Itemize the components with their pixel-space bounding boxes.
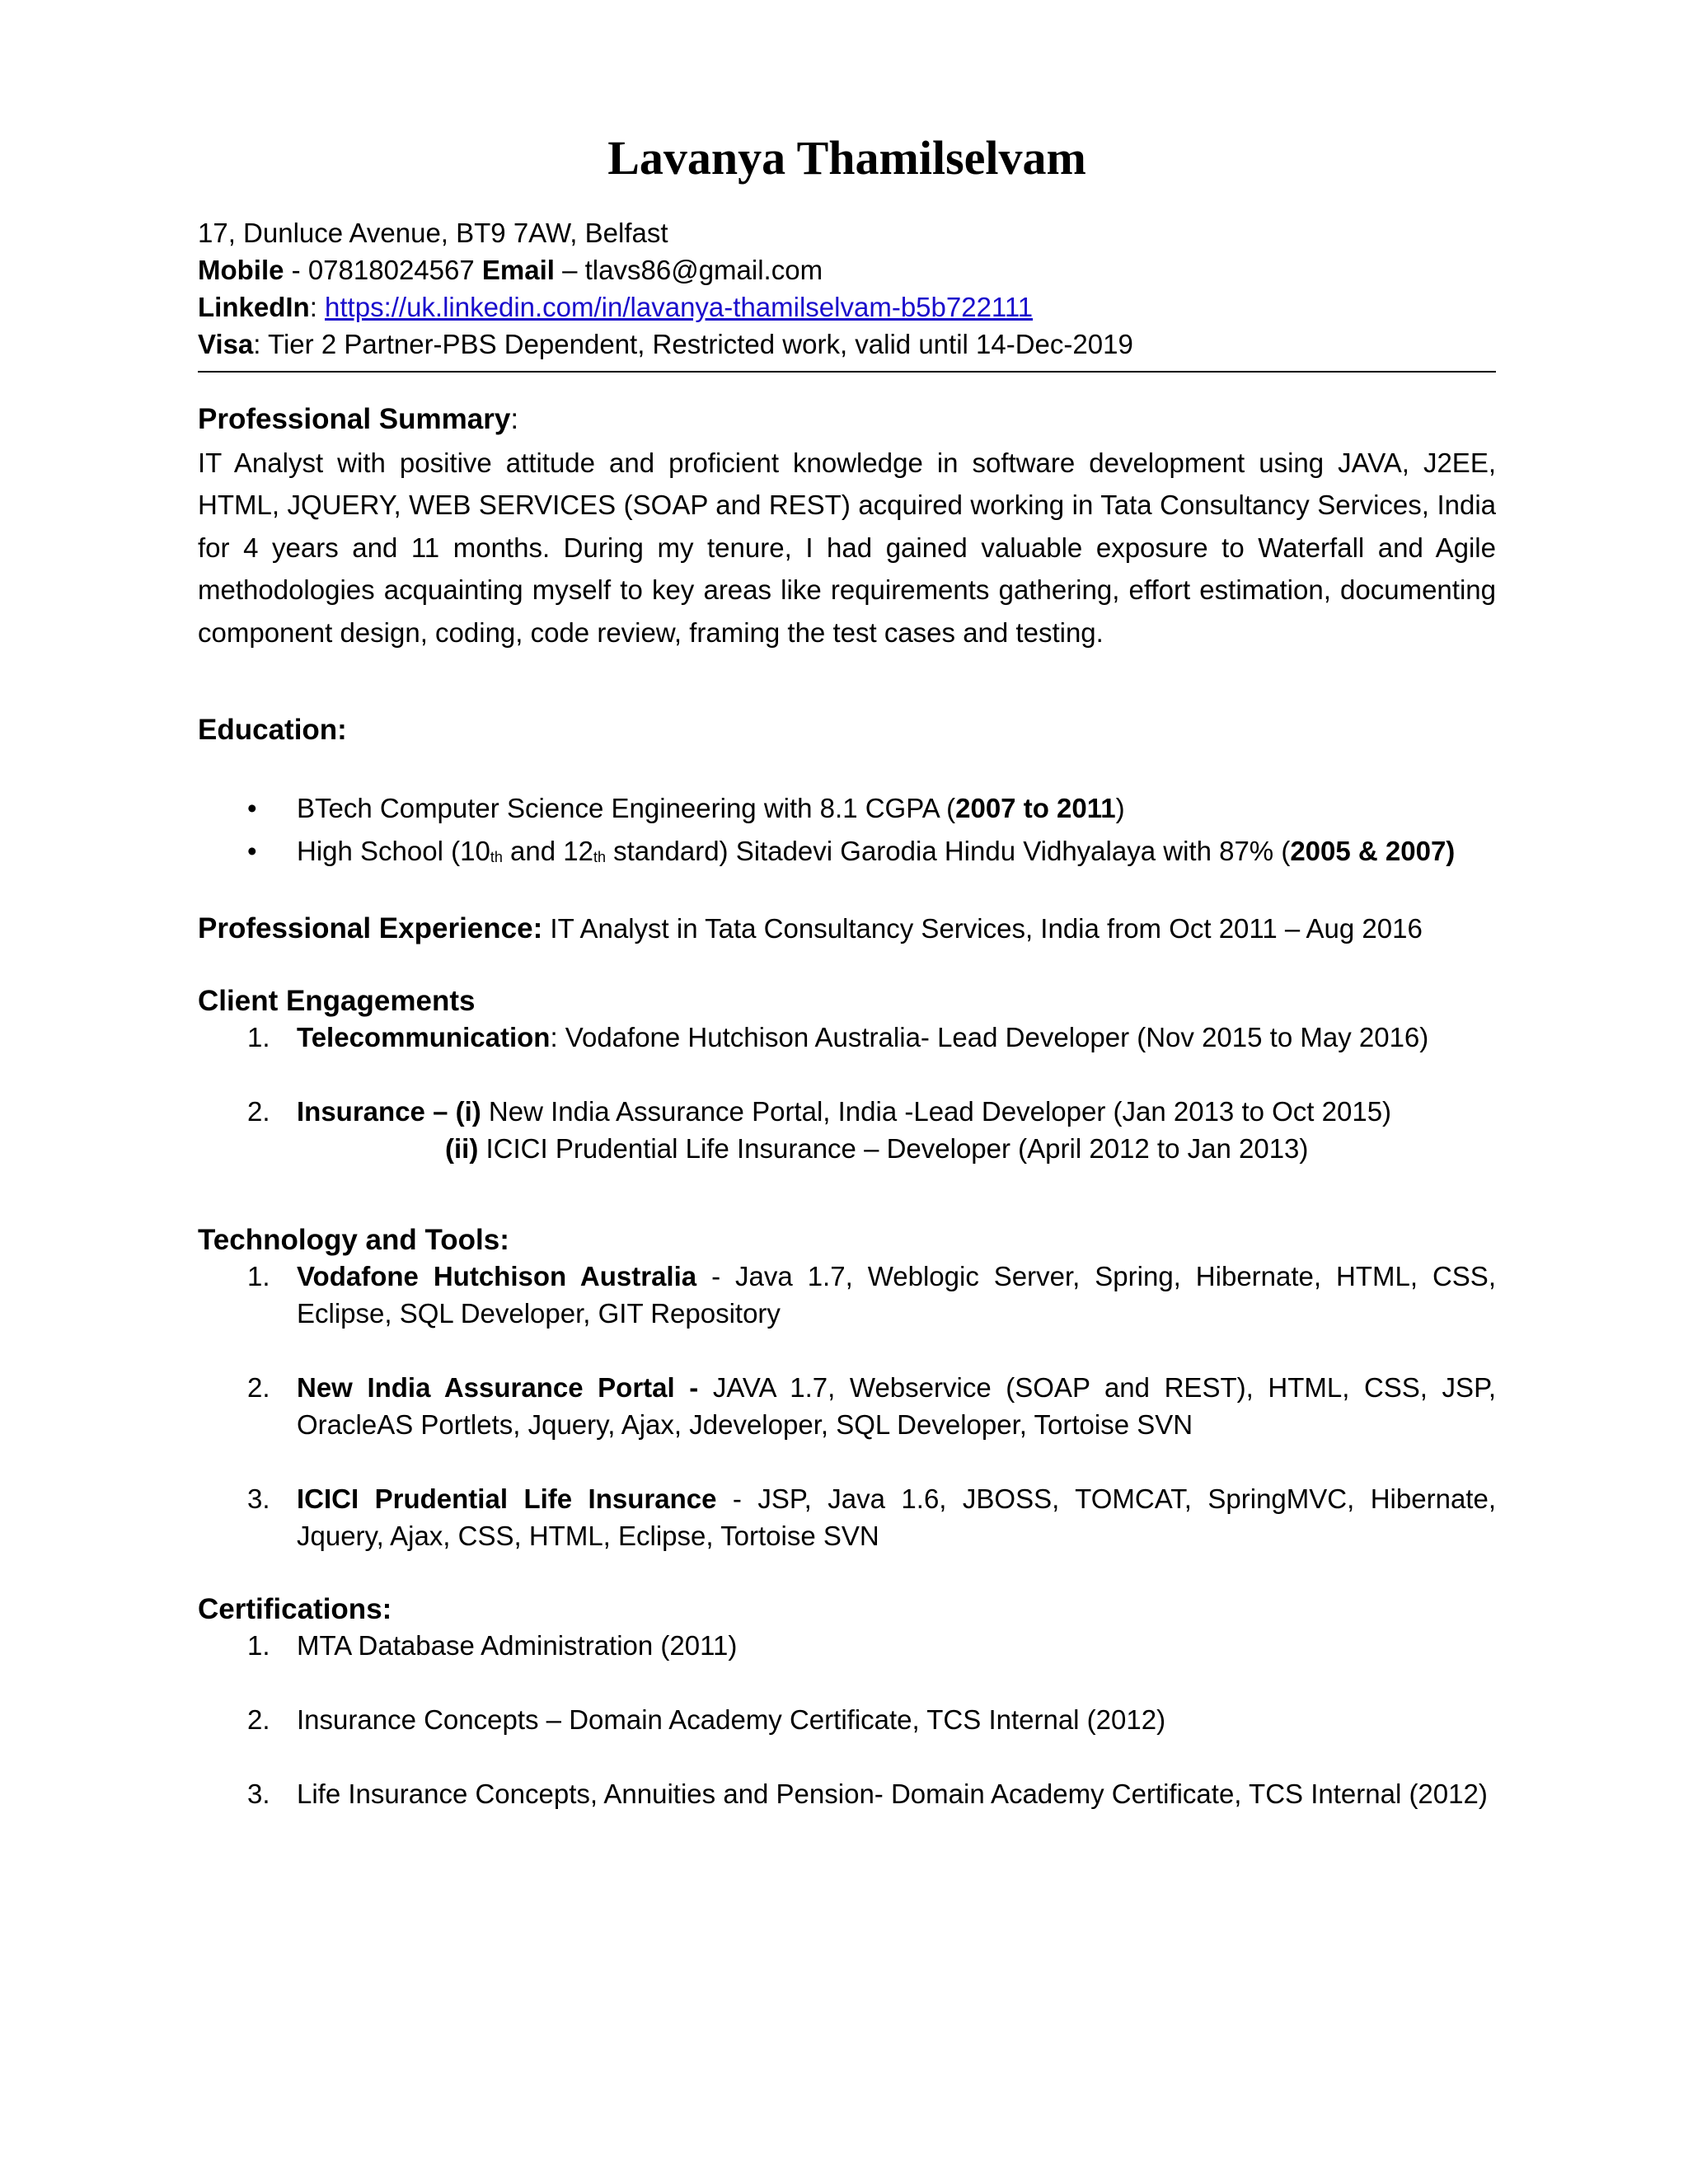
list-item	[247, 830, 1496, 877]
list-item	[247, 1627, 1496, 1664]
tech-text: - JSP, Java 1.6, JBOSS, TOMCAT, SpringMVC, Hibernate, Jquery, Ajax, CSS, HTML, Eclipse, Tortoise SVN	[297, 1483, 1496, 1552]
education-text: High School (10	[297, 836, 490, 867]
certification-text: Life Insurance Concepts, Annuities and Pension- Domain Academy Certificate, TCS Internal (2012)	[297, 1779, 1488, 1810]
list-item	[247, 1258, 1496, 1332]
contact-block	[198, 214, 1496, 363]
certifications-list	[198, 1627, 1496, 1812]
mobile-separator: -	[284, 254, 308, 285]
list-item	[247, 1093, 1496, 1167]
bullet-icon: •	[247, 836, 257, 867]
client-subitem-text: ICICI Prudential Life Insurance – Developer (April 2012 to Jan 2013)	[478, 1133, 1309, 1165]
item-number: 3.	[247, 1483, 270, 1515]
email-separator: –	[554, 254, 585, 285]
client-text: New India Assurance Portal, India -Lead Developer (Jan 2013 to Oct 2015)	[481, 1096, 1392, 1127]
tech-list	[198, 1258, 1496, 1554]
visa-label: Visa	[198, 328, 254, 359]
linkedin-separator: :	[309, 291, 326, 322]
education-years: 2005 & 2007)	[1290, 836, 1456, 867]
address-line	[198, 214, 1496, 251]
list-item	[247, 1369, 1496, 1443]
visa-line	[198, 326, 1496, 363]
client-subitem	[297, 1130, 1496, 1167]
summary-heading-colon: :	[510, 402, 519, 435]
ordinal-suffix: th	[593, 849, 606, 866]
item-number: 2.	[247, 1096, 270, 1127]
item-number: 1.	[247, 1022, 270, 1053]
list-item	[247, 1701, 1496, 1738]
client-domain: Telecommunication	[297, 1022, 551, 1053]
education-years: 2007 to 2011	[955, 793, 1116, 824]
linkedin-label: LinkedIn	[198, 291, 310, 322]
clients-list	[198, 1019, 1496, 1167]
header-divider	[198, 371, 1496, 373]
client-subitem-marker: (ii)	[445, 1133, 479, 1165]
mobile-number: 07818024567	[307, 254, 475, 285]
education-text: BTech Computer Science Engineering with 8.1 CGPA (	[297, 793, 956, 824]
visa-status: Tier 2 Partner-PBS Dependent, Restricted work, valid until 14-Dec-2019	[268, 328, 1133, 359]
item-number: 3.	[247, 1779, 270, 1810]
certifications-heading: Certifications:	[198, 1593, 392, 1626]
mobile-email-line	[198, 251, 1496, 288]
item-number: 2.	[247, 1372, 270, 1404]
education-heading: Education:	[198, 714, 347, 747]
bullet-icon: •	[247, 793, 257, 824]
summary-text: IT Analyst with positive attitude and proficient knowledge in software development using JAVA, J2EE, HTML, JQUERY, WEB SERVICES (SOAP and REST) acquired working in Tata Consultancy Services, India for 4 years and 11 months. During my tenure, I had gained valuable exposure to Waterfall and Agile methodologies acquainting myself to key areas like requirements gathering, effort estimation, documenting component design, coding, code review, framing the test cases and testing.	[198, 447, 1496, 648]
education-list	[198, 787, 1496, 877]
summary-heading	[198, 402, 1496, 437]
tech-project: New India Assurance Portal -	[297, 1372, 699, 1404]
mobile-label: Mobile	[198, 254, 284, 285]
email-address: tlavs86@gmail.com	[584, 254, 823, 285]
clients-heading: Client Engagements	[198, 985, 476, 1018]
address: 17, Dunluce Avenue, BT9 7AW, Belfast	[198, 217, 668, 248]
client-domain: Insurance – (i)	[297, 1096, 481, 1127]
item-number: 1.	[247, 1630, 270, 1661]
client-text: : Vodafone Hutchison Australia- Lead Developer (Nov 2015 to May 2016)	[550, 1022, 1429, 1053]
candidate-name: Lavanya Thamilselvam	[607, 131, 1086, 185]
list-item	[247, 1480, 1496, 1554]
ordinal-suffix: th	[490, 849, 503, 866]
certification-text: MTA Database Administration (2011)	[297, 1630, 738, 1661]
email-label: Email	[481, 254, 555, 285]
tech-heading: Technology and Tools:	[198, 1224, 509, 1257]
tech-project: ICICI Prudential Life Insurance	[297, 1483, 717, 1515]
linkedin-line	[198, 288, 1496, 326]
summary-heading-text: Professional Summary	[198, 402, 511, 435]
experience-text: IT Analyst in Tata Consultancy Services, India from Oct 2011 – Aug 2016	[542, 913, 1423, 944]
experience-line	[198, 912, 1496, 946]
tech-text: JAVA 1.7, Webservice (SOAP and REST), HTML, CSS, JSP, OracleAS Portlets, Jquery, Ajax, Jdeveloper, SQL Developer, Tortoise SVN	[297, 1372, 1496, 1441]
certification-text: Insurance Concepts – Domain Academy Certificate, TCS Internal (2012)	[297, 1704, 1166, 1736]
education-text: and 12	[502, 836, 593, 867]
experience-heading: Professional Experience:	[198, 912, 543, 945]
linkedin-link[interactable]: https://uk.linkedin.com/in/lavanya-thamilselvam-b5b722111	[325, 291, 1034, 322]
education-text: standard) Sitadevi Garodia Hindu Vidhyalaya with 87% (	[605, 836, 1291, 867]
list-item	[247, 787, 1496, 830]
item-number: 1.	[247, 1261, 270, 1292]
list-item	[247, 1019, 1496, 1056]
tech-project: Vodafone Hutchison Australia	[297, 1261, 697, 1292]
tech-text: - Java 1.7, Weblogic Server, Spring, Hibernate, HTML, CSS, Eclipse, SQL Developer, GIT Repository	[297, 1261, 1496, 1329]
visa-separator: :	[253, 328, 269, 359]
education-text-end: )	[1115, 793, 1125, 824]
resume-page	[198, 132, 1496, 1812]
item-number: 2.	[247, 1704, 270, 1736]
list-item	[247, 1775, 1496, 1812]
